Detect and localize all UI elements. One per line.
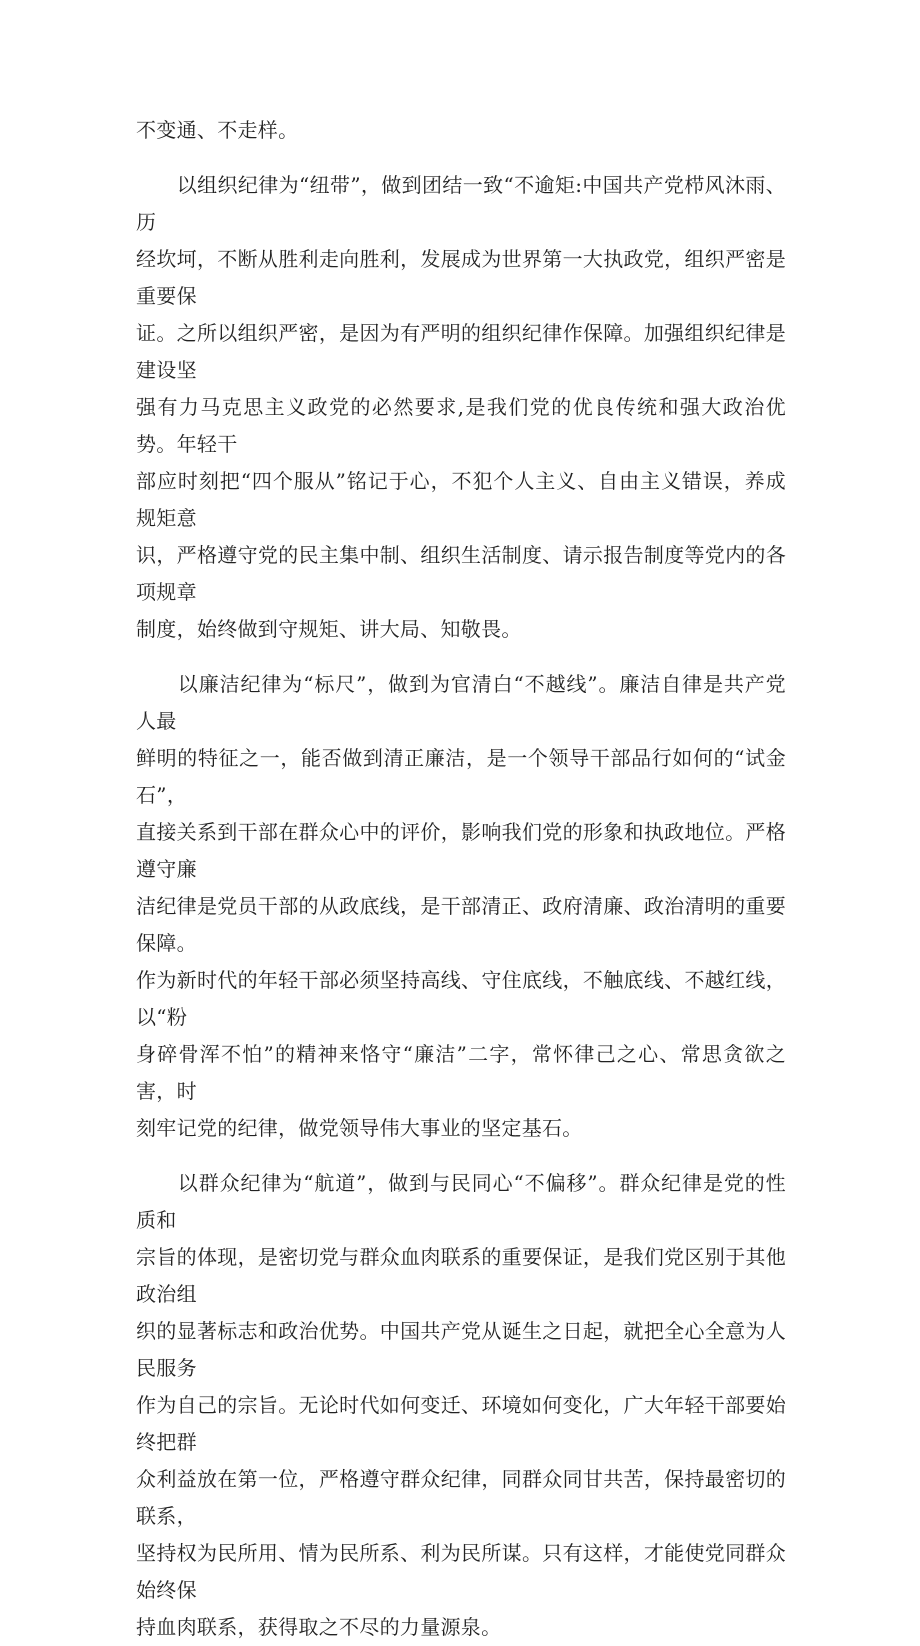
paragraph-integrity-discipline: 以廉洁纪律为“标尺”，做到为官清白“不越线”。廉洁自律是共产党人最 鲜明的特征之一，能否做到清正廉洁，是一个领导干部品行如何的“试金石”， 直接关系到干部在群众心中的评价，影响我们党的形象和执政地位。严格遵守廉 洁纪律是党员干部的从政底线，是干部清正、政府清廉、政治清明的重要保障。 作为新时代的年轻干部必须坚持高线、守住底线，不触底线、不越红线，以“粉 身碎骨浑不怕”的精神来恪守“廉洁”二字，常怀律己之心、常思贪欲之害，时 刻牢记党的纪律，做党领导伟大事业的坚定基石。 [136,672,786,1140]
document-body [136,112,786,1646]
paragraph-mass-discipline: 以群众纪律为“航道”，做到与民同心“不偏移”。群众纪律是党的性质和 宗旨的体现，是密切党与群众血肉联系的重要保证，是我们党区别于其他政治组 织的显著标志和政治优势。中国共产党从诞生之日起，就把全心全意为人民服务 作为自己的宗旨。无论时代如何变迁、环境如何变化，广大年轻干部要始终把群 众利益放在第一位，严格遵守群众纪律，同群众同甘共苦，保持最密切的联系， 坚持权为民所用、情为民所系、利为民所谋。只有这样，才能使党同群众始终保 持血肉联系，获得取之不尽的力量源泉。 [136,1171,786,1639]
paragraph-continuation: 不变通、不走样。 [136,118,299,142]
paragraph-organization-discipline: 以组织纪律为“纽带”，做到团结一致“不逾矩:中国共产党栉风沐雨、历 经坎坷，不断从胜利走向胜利，发展成为世界第一大执政党，组织严密是重要保 证。之所以组织严密，是因为有严明的组织纪律作保障。加强组织纪律是建设坚 强有力马克思主义政党的必然要求,是我们党的优良传统和强大政治优势。年轻干 部应时刻把“四个服从”铭记于心，不犯个人主义、自由主义错误，养成规矩意 识，严格遵守党的民主集中制、组织生活制度、请示报告制度等党内的各项规章 制度，始终做到守规矩、讲大局、知敬畏。 [136,173,786,641]
